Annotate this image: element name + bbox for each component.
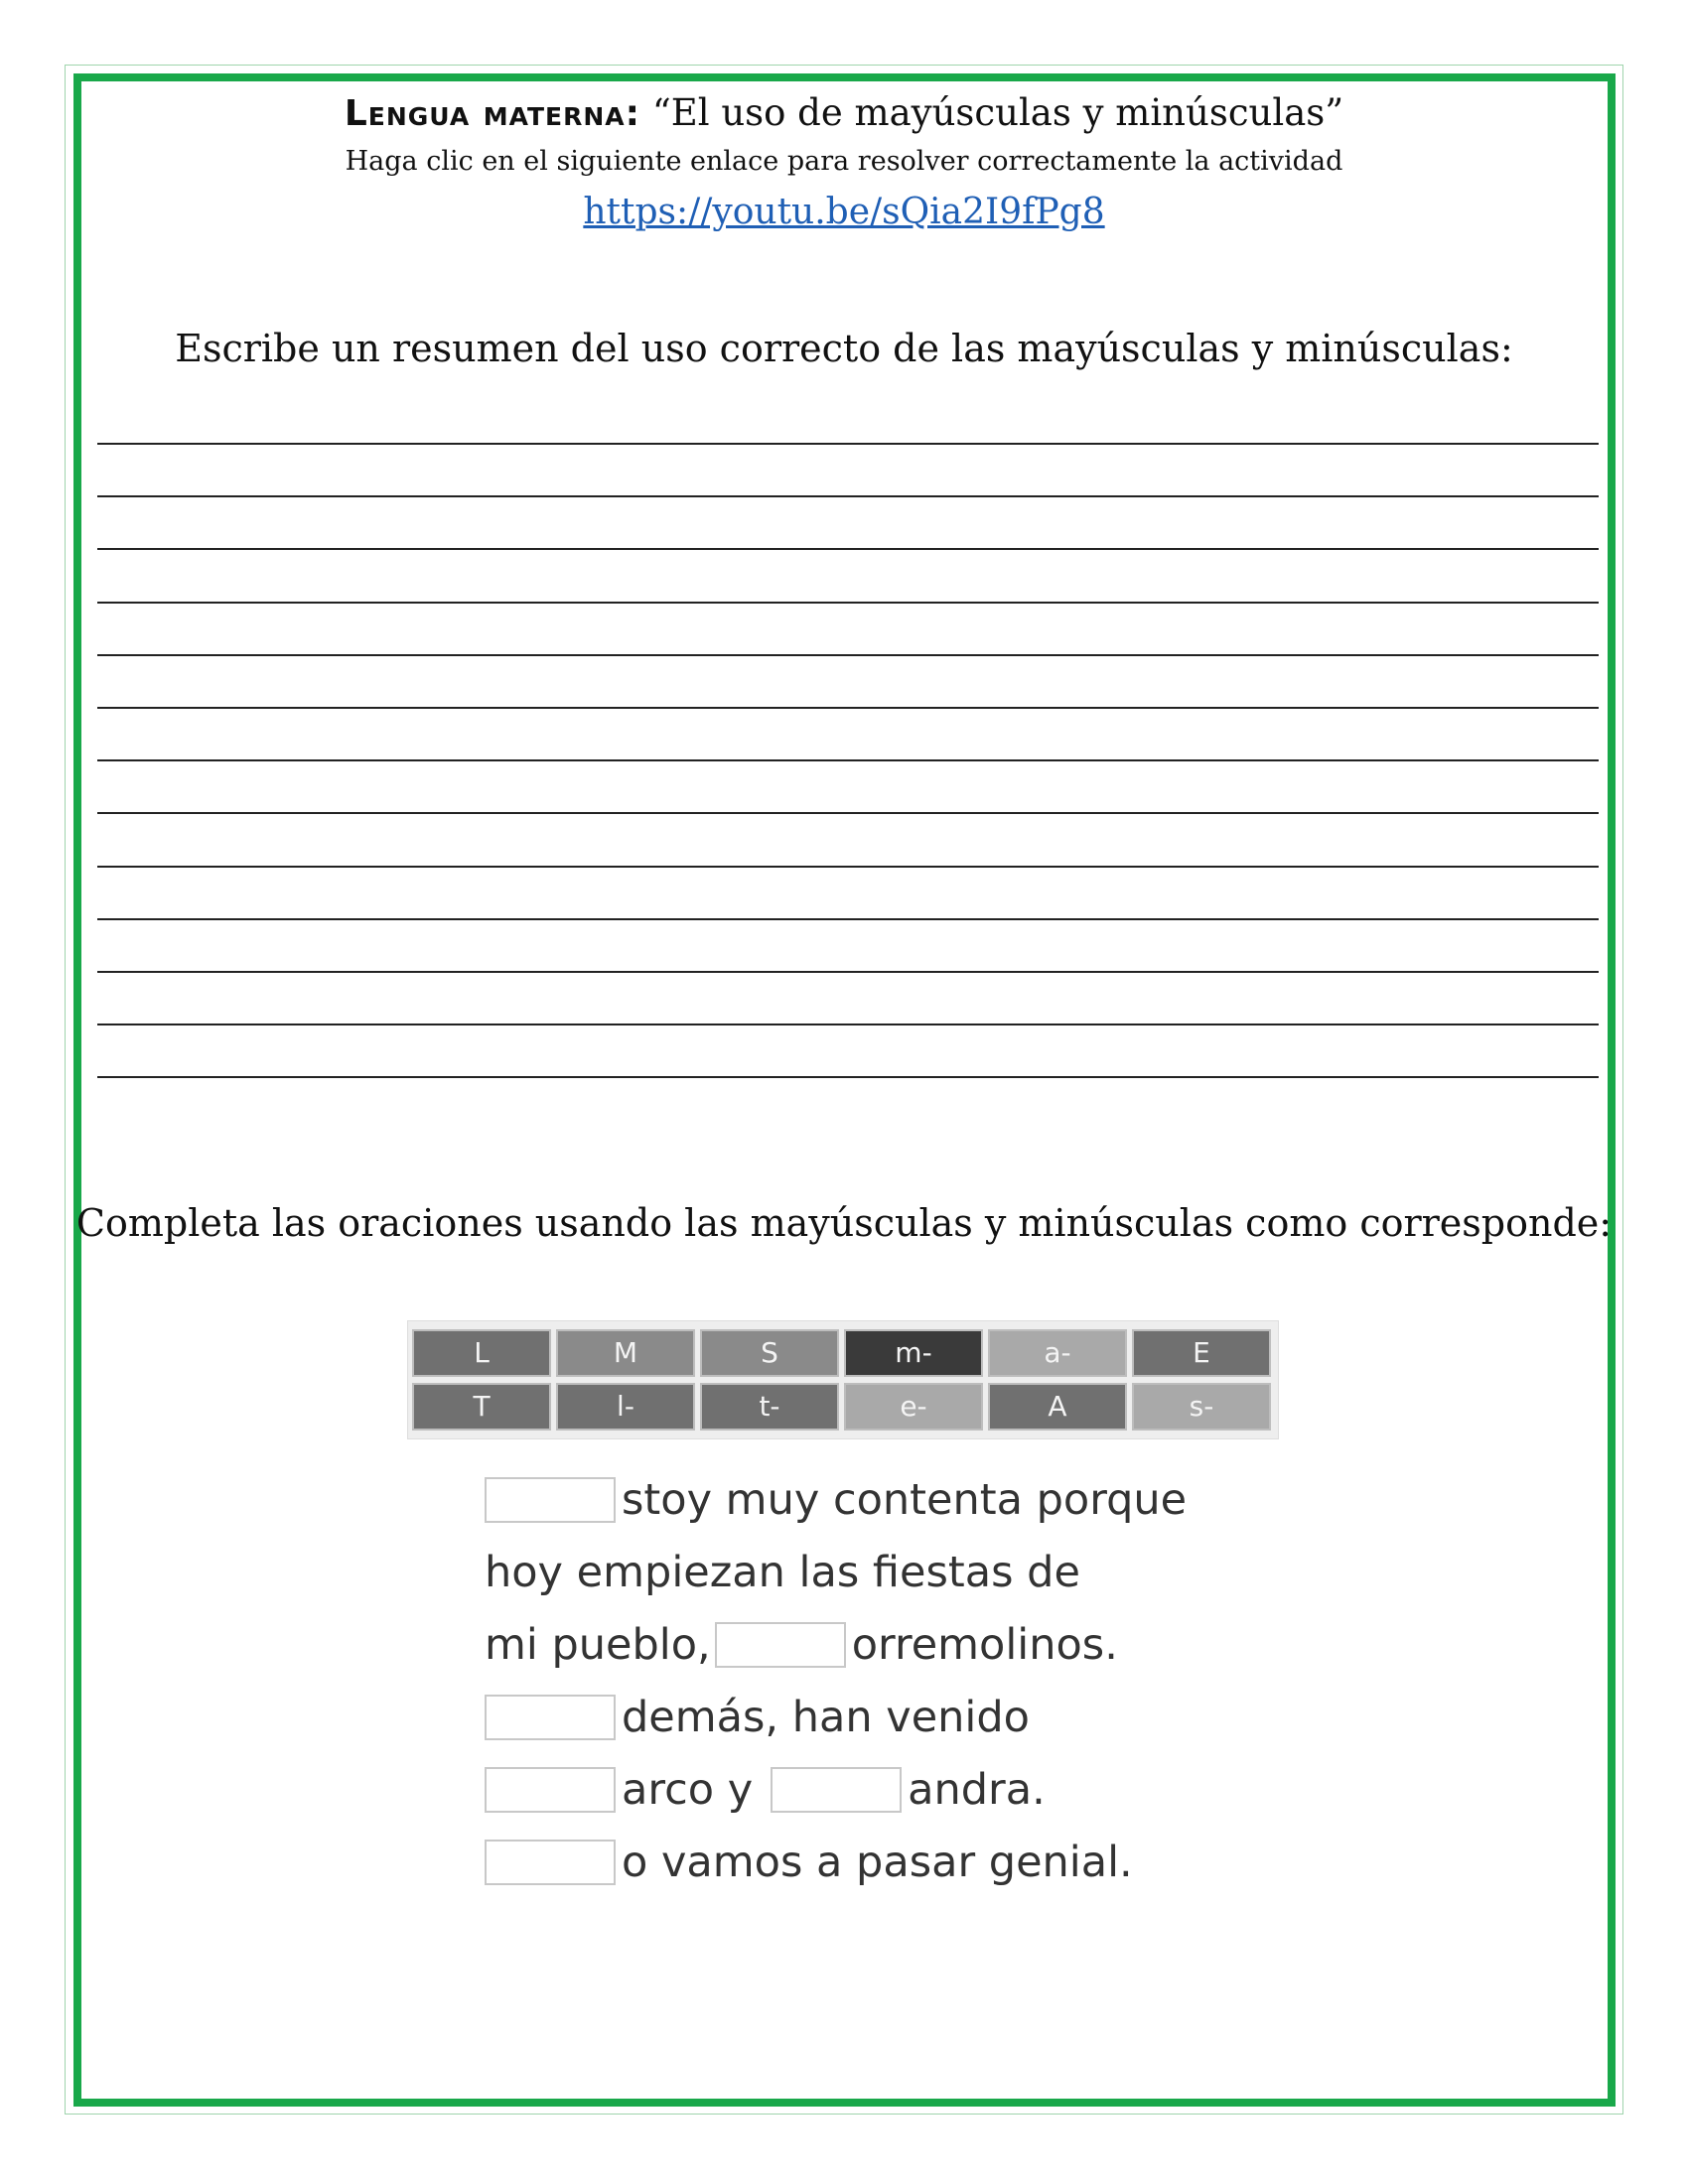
sentence-line-6: [485, 1835, 1133, 1890]
sentence-line-3: [485, 1617, 1118, 1673]
sentence-line-4: [485, 1690, 1030, 1745]
letter-tile-panel: [407, 1320, 1279, 1439]
tile-T[interactable]: T: [412, 1383, 551, 1431]
summary-prompt: Escribe un resumen del uso correcto de las mayúsculas y minúsculas:: [175, 327, 1513, 370]
sentence-text-4: demás, han venido: [622, 1693, 1030, 1742]
answer-blank-4[interactable]: [485, 1767, 616, 1813]
tile-a-dash[interactable]: a-: [988, 1329, 1127, 1377]
tile-e-dash[interactable]: e-: [844, 1383, 983, 1431]
sentence-line-5: [485, 1762, 1046, 1818]
topic-title: “El uso de mayúsculas y minúsculas”: [651, 91, 1344, 134]
page-title: [0, 89, 1688, 138]
tile-E[interactable]: E: [1132, 1329, 1271, 1377]
answer-blank-2[interactable]: [715, 1622, 846, 1668]
sentence-text-3b: orremolinos.: [851, 1620, 1118, 1670]
answer-blank-6[interactable]: [485, 1840, 616, 1885]
tile-l-dash[interactable]: l-: [556, 1383, 695, 1431]
sentence-text-6: o vamos a pasar genial.: [622, 1838, 1133, 1887]
sentence-text-3a: mi pueblo,: [485, 1620, 711, 1670]
sentence-line-2: [485, 1545, 1080, 1600]
sentence-text-1: stoy muy contenta porque: [622, 1475, 1188, 1525]
tile-A[interactable]: A: [988, 1383, 1127, 1431]
instruction-text: Haga clic en el siguiente enlace para resolver correctamente la actividad: [345, 146, 1343, 177]
answer-blank-5[interactable]: [771, 1767, 902, 1813]
tile-t-dash[interactable]: t-: [700, 1383, 839, 1431]
complete-sentences-prompt: Completa las oraciones usando las mayúsculas y minúsculas como corresponde:: [75, 1201, 1613, 1245]
tile-s-dash[interactable]: s-: [1132, 1383, 1271, 1431]
video-link[interactable]: https://youtu.be/sQia2I9fPg8: [583, 192, 1105, 232]
answer-blank-3[interactable]: [485, 1695, 616, 1740]
tile-L[interactable]: L: [412, 1329, 551, 1377]
sentence-text-2: hoy empiezan las fiestas de: [485, 1548, 1080, 1597]
video-link-container: [0, 190, 1688, 235]
answer-blank-1[interactable]: [485, 1477, 616, 1523]
subject-label: Lengua materna:: [344, 93, 641, 134]
tile-S[interactable]: S: [700, 1329, 839, 1377]
tile-M[interactable]: M: [556, 1329, 695, 1377]
sentence-text-5a: arco y: [622, 1765, 754, 1815]
tile-m-dash[interactable]: m-: [844, 1329, 983, 1377]
sentence-text-5b: andra.: [908, 1765, 1046, 1815]
sentence-line-1: [485, 1472, 1187, 1528]
